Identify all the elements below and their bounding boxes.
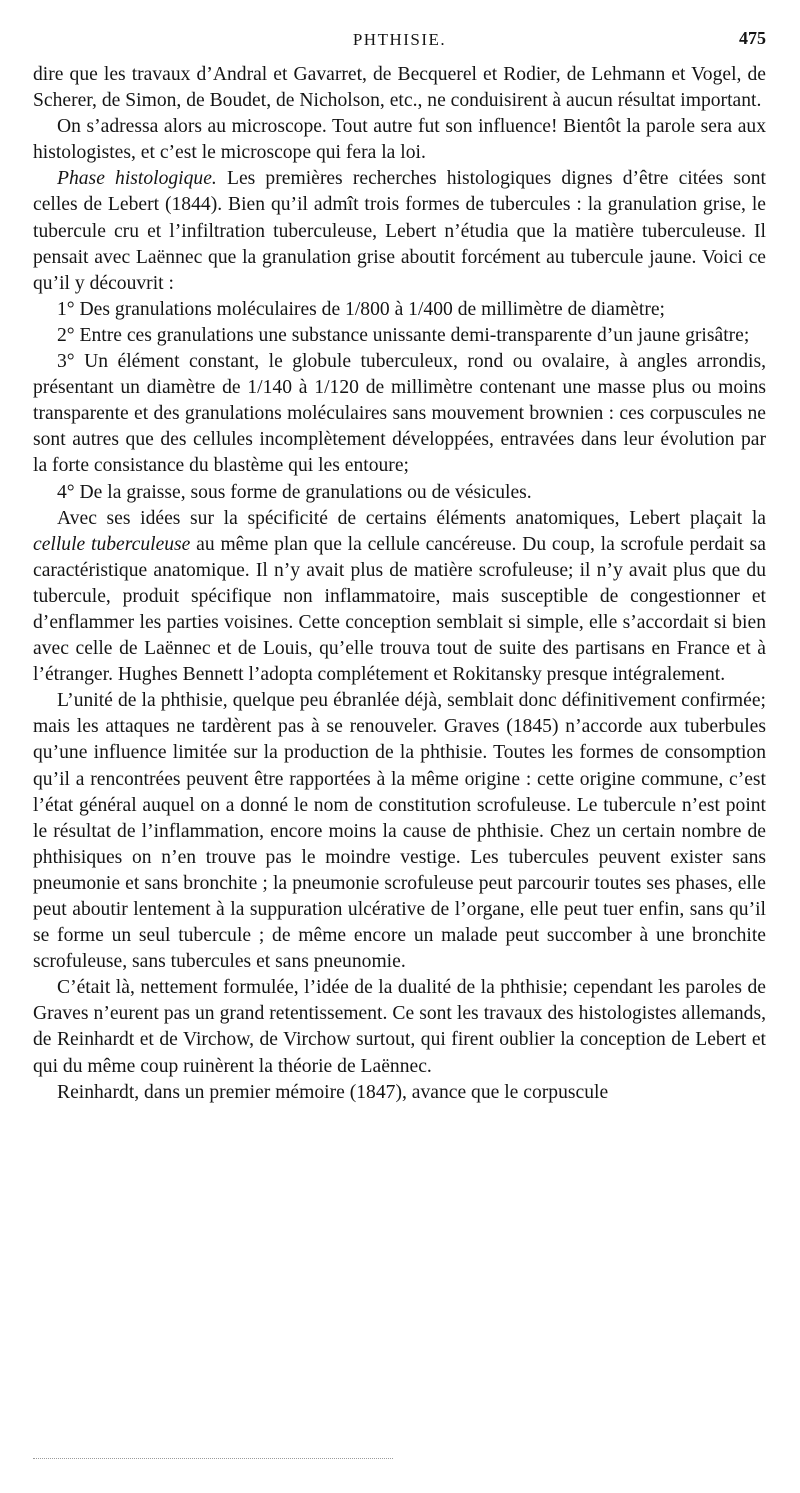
footer-rule	[33, 1458, 393, 1459]
body-text	[33, 62, 766, 1106]
list-item-2: 2° Entre ces granulations une substance unissante demi-transparente d’un jaune grisâtre;	[57, 324, 750, 346]
list-item-1: 1° Des granulations moléculaires de 1/800 à 1/400 de millimètre de diamètre;	[57, 298, 665, 320]
paragraph-continuation: dire que les travaux d’Andral et Gavarret, de Becquerel et Rodier, de Lehmann et Vogel, de Scherer, de Simon, de Boudet, de Nicholson, etc., ne conduisirent à aucun résultat important.	[33, 64, 766, 112]
paragraph-reinhardt: Reinhardt, dans un premier mémoire (1847), avance que le corpuscule	[57, 1081, 609, 1103]
list-item-3: 3° Un élément constant, le globule tuberculeux, rond ou ovalaire, à angles arrondis, présentant un diamètre de 1/140 à 1/120 de millimètre contenant une masse plus ou moins transparente et des granulations moléculaires sans mouvement brownien : ces corpuscules ne sont autres que des cellules incomplètement développées, entravées dans leur évolution par la forte consistance du blastème qui les entoure;	[33, 351, 766, 477]
page-number: 475	[739, 28, 766, 48]
paragraph-phase-histologique	[33, 166, 766, 296]
paragraph-dualite: C’était là, nettement formulée, l’idée de la dualité de la phthisie; cependant les paroles de Graves n’eurent pas un grand retentissement. Ce sont les travaux des histologistes allemands, de Reinhardt et de Virchow, de Virchow surtout, qui firent oublier la conception de Lebert et qui du même coup ruinèrent la théorie de Laënnec.	[33, 977, 766, 1077]
section-rubric: Phase histologique.	[57, 168, 217, 190]
list-item-4: 4° De la graisse, sous forme de granulations ou de vésicules.	[57, 481, 532, 503]
paragraph-lebert-text-a: Avec ses idées sur la spécificité de certains éléments anatomiques, Lebert plaçait la	[57, 507, 766, 529]
paragraph-microscope: On s’adressa alors au microscope. Tout autre fut son influence! Bientôt la parole sera aux histologistes, et c’est le microscope qui fera la loi.	[33, 116, 766, 164]
paragraph-phase-histologique-text: Les premières recherches histologiques dignes d’être citées sont celles de Lebert (1844). Bien qu’il admît trois formes de tubercules : la granulation grise, le tubercule cru et l’infiltration tuberculeuse, Lebert n’étudia que la matière tuberculeuse. Il pensait avec Laënnec que la granulation grise aboutit forcément au tubercule jaune. Voici ce qu’il y découvrit :	[33, 168, 766, 294]
running-title: PHTHISIE.	[352, 30, 447, 49]
page	[33, 28, 766, 1106]
paragraph-lebert	[33, 506, 766, 689]
paragraph-graves: L’unité de la phthisie, quelque peu ébranlée déjà, semblait donc définitivement confirmée; mais les attaques ne tardèrent pas à se renouveler. Graves (1845) n’accorde aux tuberbules qu’une influence limitée sur la production de la phthisie. Toutes les formes de consomption qu’il a rencontrées peuvent être rapportées à la même origine : cette origine commune, c’est l’état général auquel on a donné le nom de constitution scrofuleuse. Le tubercule n’est point le résultat de l’inflammation, encore moins la cause de phthisie. Chez un certain nombre de phthisiques on n’en trouve pas le moindre vestige. Les tubercules peuvent exister sans pneumonie et sans bronchite ; la pneumonie scrofuleuse peut parcourir toutes ses phases, elle peut aboutir lentement à la suppuration ulcérative de l’organe, elle peut tuer enfin, sans qu’il se forme un seul tubercule ; de même encore un malade peut succomber à une bronchite scrofuleuse, sans tubercules et sans pneunomie.	[33, 690, 766, 973]
emphasis-cellule-tuberculeuse: cellule tuberculeuse	[33, 533, 191, 555]
paragraph-lebert-text-b: au même plan que la cellule cancéreuse. Du coup, la scrofule perdait sa caractéristique anatomique. Il n’y avait plus de matière scrofuleuse; il n’y avait plus que du tubercule, produit spécifique non inflammatoire, mais susceptible de congestionner et d’enflammer les parties voisines. Cette conception semblait si simple, elle s’accordait si bien avec celle de Laënnec et de Louis, qu’elle trouva tout de suite des partisans en France et à l’étranger. Hughes Bennett l’adopta complétement et Rokitansky presque intégralement.	[33, 533, 766, 686]
running-head	[33, 28, 766, 62]
